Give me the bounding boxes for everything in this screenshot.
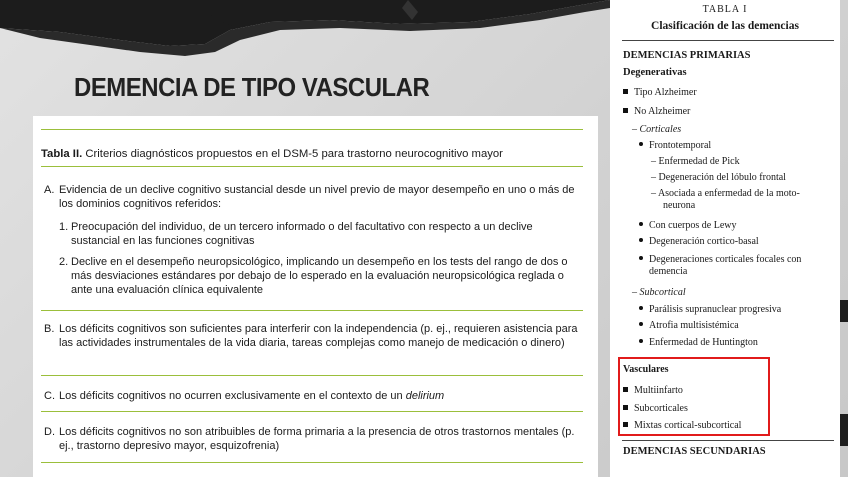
round-bullet-icon <box>639 142 643 146</box>
criterion-a2-text: Declive en el desempeño neuropsicológico, implicando un desempeño en los tests del rango de dos o más desviaciones estándares por debajo de lo esperado en la evaluación neuropsicológica reglada o ante una evaluación clínica equivalente <box>71 256 568 297</box>
round-bullet-icon <box>639 256 643 260</box>
criterion-b-letter: B. <box>44 323 55 335</box>
round-bullet-icon <box>639 339 643 343</box>
criterion-a2-number: 2. <box>59 256 69 268</box>
item-corticales: – Corticales <box>632 124 682 135</box>
item-subcortical: – Subcortical <box>632 287 686 298</box>
criterion-c-letter: C. <box>44 390 55 402</box>
square-bullet-icon <box>623 89 628 94</box>
item-focales-1: Degeneraciones corticales focales con <box>639 254 801 266</box>
criterion-d-text: Los déficits cognitivos no son atribuibles de forma primaria a la presencia de otros trastornos mentales (p. ej., trastorno depresivo mayor, esquizofrenia) <box>59 426 575 453</box>
criterion-a1-text: Preocupación del individuo, de un tercero informado o del facultativo con respecto a un declive sustancial en las funciones cognitivas <box>71 221 533 248</box>
item-subcorticales: Subcorticales <box>623 403 688 415</box>
item-huntington: Enfermedad de Huntington <box>639 337 758 349</box>
criterion-b-rule <box>41 375 583 376</box>
criterion-c-text: Los déficits cognitivos no ocurren exclusivamente en el contexto de un <box>59 390 406 402</box>
criterion-c-rule <box>41 411 583 412</box>
classification-table-label: TABLA I <box>702 4 748 15</box>
slide-title: DEMENCIA DE TIPO VASCULAR <box>74 72 430 102</box>
criterion-b-text: Los déficits cognitivos son suficientes para interferir con la independencia (p. ej., requieren asistencia para las actividades instrumentales de la vida diaria, tareas complejas como manejo de medicación o dinero) <box>59 323 578 350</box>
round-bullet-icon <box>639 238 643 242</box>
item-tipo-alzheimer: Tipo Alzheimer <box>623 87 697 99</box>
item-motoneurona-2: neurona <box>663 200 696 211</box>
table-caption-label: Tabla II. <box>41 148 83 160</box>
secundarias-rule <box>622 440 834 441</box>
criterion-d-letter: D. <box>44 426 55 438</box>
right-edge-shard-top <box>840 300 848 322</box>
table-caption-rule <box>41 166 583 167</box>
item-frontotemporal: Frontotemporal <box>639 140 711 152</box>
criterion-a-text: Evidencia de un declive cognitivo sustancial desde un nivel previo de mayor desempeño en uno o más de los dominios cognitivos referidos: <box>59 184 575 211</box>
item-no-alzheimer: No Alzheimer <box>623 106 690 118</box>
table-bottom-rule <box>41 462 583 463</box>
table-caption-text: Criterios diagnósticos propuestos en el DSM-5 para trastorno neurocognitivo mayor <box>82 148 503 160</box>
table-top-rule <box>41 129 583 130</box>
item-cortico-basal: Degeneración cortico-basal <box>639 236 759 248</box>
criterion-d <box>44 425 584 453</box>
criterion-c <box>44 389 584 403</box>
table-caption <box>41 147 503 161</box>
square-bullet-icon <box>623 108 628 113</box>
vasculares-highlight-box <box>618 357 770 436</box>
round-bullet-icon <box>639 222 643 226</box>
classification-table-title: Clasificación de las demencias <box>651 20 799 32</box>
item-multiinfarto: Multiinfarto <box>623 385 683 397</box>
item-pick: – Enfermedad de Pick <box>651 156 740 167</box>
criterion-a <box>44 183 584 211</box>
item-mixtas: Mixtas cortical-subcortical <box>623 420 741 432</box>
item-atrofia: Atrofia multisistémica <box>639 320 739 332</box>
item-motoneurona-1: – Asociada a enfermedad de la moto- <box>651 188 800 199</box>
criterion-a-rule <box>41 310 583 311</box>
item-lobulo-frontal: – Degeneración del lóbulo frontal <box>651 172 786 183</box>
item-lewy: Con cuerpos de Lewy <box>639 220 736 232</box>
vasculares-heading: Vasculares <box>623 364 669 375</box>
criterion-c-italic: delirium <box>405 390 445 402</box>
degenerativas-heading: Degenerativas <box>623 67 687 78</box>
demencias-primarias-heading: DEMENCIAS PRIMARIAS <box>623 50 751 61</box>
item-paralisis: Parálisis supranuclear progresiva <box>639 304 781 316</box>
classification-title-rule <box>622 40 834 41</box>
round-bullet-icon <box>639 322 643 326</box>
criterion-a2 <box>59 255 584 298</box>
brush-stroke-decoration <box>0 0 610 70</box>
criterion-a-letter: A. <box>44 184 55 196</box>
round-bullet-icon <box>639 306 643 310</box>
demencias-secundarias-heading: DEMENCIAS SECUNDARIAS <box>623 446 766 457</box>
criterion-b <box>44 322 584 350</box>
criterion-a1-number: 1. <box>59 221 69 233</box>
criterion-a1 <box>59 220 584 248</box>
item-focales-2: demencia <box>649 266 688 277</box>
